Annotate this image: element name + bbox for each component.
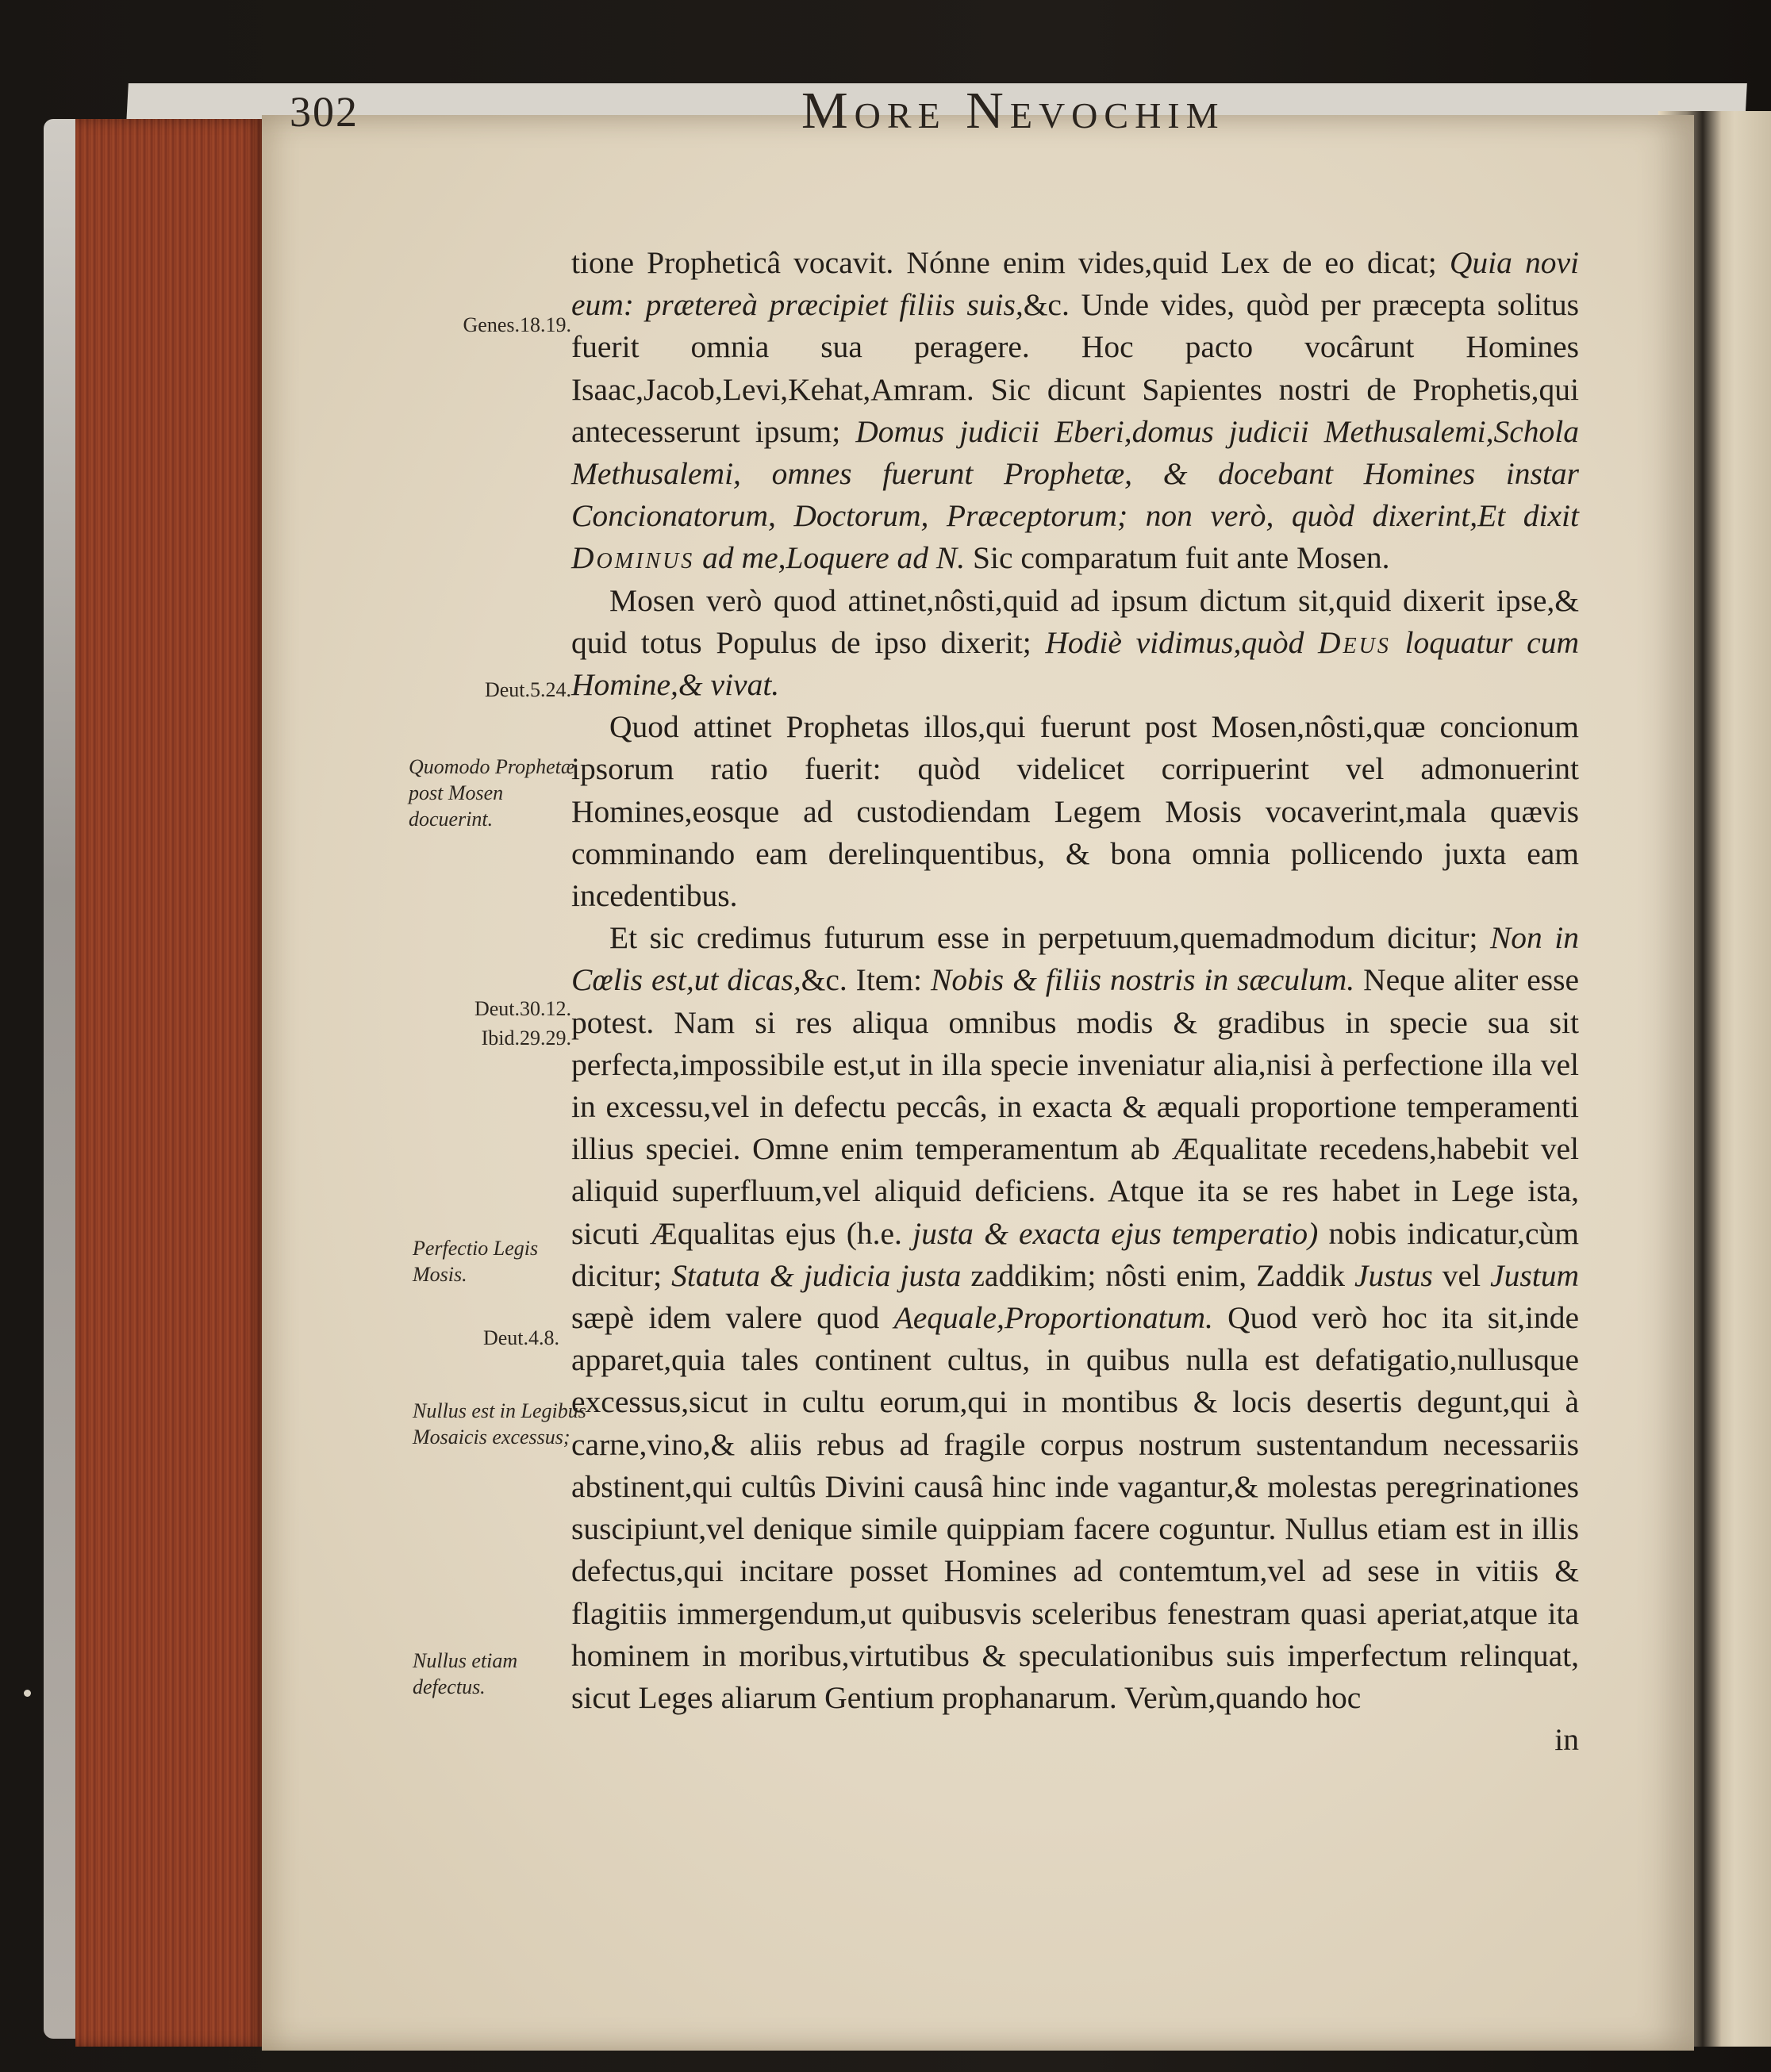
- text-run: vel: [1432, 1257, 1491, 1293]
- text-run: tione Propheticâ vocavit. Nónne enim vides,quid Lex de eo dicat;: [571, 245, 1450, 280]
- margin-note-genesis: Genes.18.19.: [463, 313, 571, 336]
- divine-name: Dominus: [571, 540, 695, 576]
- italic-quote: Aequale,Proportionatum.: [893, 1300, 1213, 1336]
- margin-note-deut-4: Deut.4.8.: [482, 1326, 559, 1349]
- italic-quote: Quia novi eum: prætereà præcipiet filiis suis,: [571, 245, 1579, 323]
- text-run: Quod verò hoc ita sit,inde apparet,quia tales continent cultus, in quibus nulla est defatigatio,nullusque excessus,sicut in cultu eorum,qui in montibus & locis desertis degunt,qui à carne,vino,& aliis rebus ad fragile corpus nostrum sustentandum necessariis abstinent,qui cultûs Divini causâ hinc inde vagantur,& molestas peregrinationes suscipiunt,vel denique simile quippiam facere coguntur. Nullus etiam est in illis defectus,qui incitare posset Homines ad contemtum,vel ad sese in vitiis & flagitiis immergendum,ut quibusvis sceleribus fenestram quasi aperiat,atque ita hominem in moribus,virtutibus & speculationibus suis imperfectum relinquat, sicut Leges aliarum Gentium prophanarum. Verùm,quando hoc: [571, 1300, 1579, 1715]
- italic-quote: Statuta & judicia justa: [671, 1257, 962, 1293]
- dust-speck: [24, 1690, 31, 1697]
- text-run: &c. Unde vides, quòd per præcepta solitus fuerit omnia sua peragere. Hoc pacto vocârunt Homines Isaac,Jacob,Levi,Kehat,Amram. Sic dicunt Sapientes nostri de Prophetis,qui antecesserunt ipsum;: [571, 287, 1579, 449]
- italic-quote: Hodiè vidimus,quòd: [1045, 624, 1318, 660]
- italic-quote: Domus judicii Eberi,domus judicii Methusalemi,Schola Methusalemi, omnes fuerunt Prophetæ, & docebant Homines instar Concionatorum, Doctorum, Præceptorum; non verò, quòd dixerint,Et dixit: [571, 413, 1579, 534]
- page-number: 302: [290, 88, 359, 136]
- text-run: &c. Item:: [801, 962, 931, 998]
- running-title: More Nevochim: [801, 82, 1225, 140]
- text-run: sæpè idem valere quod: [571, 1300, 894, 1336]
- text-run: Et sic credimus futurum esse in perpetuum,quemadmodum dicitur;: [609, 920, 1490, 956]
- text-run: Quod attinet Prophetas illos,qui fuerunt post Mosen,nôsti,quæ concionum ipsorum ratio fuerit: quòd videlicet corripuerint vel admonuerint Homines,eosque ad custodiendam Legem Mosis vocaverint,mala quævis comminando eam derelinquentibus, & bona omnia pollicendo juxta eam incedentibus.: [571, 709, 1579, 914]
- paragraph-4: [571, 917, 1579, 1719]
- margin-note-nullus-excessus: Nullus est in Legibus Mosaicis excessus;: [413, 1399, 586, 1448]
- margin-note-nullus-defectus: Nullus etiam defectus.: [413, 1649, 518, 1698]
- paragraph-1: [571, 242, 1579, 580]
- main-text: [571, 242, 1579, 1761]
- page-block-edge: [75, 119, 262, 2047]
- text-run: nobis indicatur,cùm dicitur;: [571, 1215, 1579, 1293]
- italic-quote: Nobis & filiis nostris in sæculum.: [930, 962, 1355, 998]
- text-run: Sic comparatum fuit ante Mosen.: [965, 540, 1390, 576]
- paragraph-2: [571, 580, 1579, 707]
- italic-quote: justa & exacta ejus temperatio): [912, 1215, 1319, 1251]
- text-run: Mosen verò quod attinet,nôsti,quid ad ipsum dictum sit,quid dixerit ipse,& quid totus Populus de ipso dixerit;: [571, 582, 1579, 660]
- italic-quote: Non in Cœlis est,ut dicas,: [571, 920, 1579, 998]
- catchword-line: [571, 1719, 1579, 1761]
- margin-note-quomodo: Quomodo Prophetæ post Mosen docuerint.: [409, 755, 575, 831]
- text-run: Neque aliter esse potest. Nam si res aliqua omnibus modis & gradibus in specie sua sit perfecta,impossibile est,ut in illa specie inveniatur alia,nisi à perfectione illa vel in excessu,vel in defectu peccâs, in exacta & æquali proportione temperamenti illius speciei. Omne enim temperamentum ab Æqualitate recedens,habebit vel aliquid superfluum,vel aliquid deficiens. Atque ita se res habet in Lege ista, sicuti Æqualitas ejus (h.e.: [571, 962, 1580, 1251]
- italic-quote: ad me,Loquere ad N.: [694, 540, 966, 576]
- margin-note-perfectio: Perfectio Legis Mosis.: [413, 1237, 539, 1286]
- paragraph-3: [571, 706, 1579, 917]
- italic-word: Justum: [1490, 1257, 1579, 1293]
- italic-quote: loquatur cum Homine,& vivat.: [571, 624, 1579, 703]
- margin-note-deut-30: Deut.30.12.: [474, 997, 571, 1020]
- catchword: in: [1554, 1722, 1579, 1758]
- text-run: zaddikim; nôsti enim, Zaddik: [961, 1257, 1355, 1293]
- italic-word: Justus: [1354, 1257, 1433, 1293]
- page-header: [290, 79, 1400, 159]
- divine-name: Deus: [1317, 624, 1391, 660]
- margin-note-ibid: Ibid.29.29.: [481, 1026, 571, 1049]
- margin-note-deut-5: Deut.5.24.: [484, 678, 571, 701]
